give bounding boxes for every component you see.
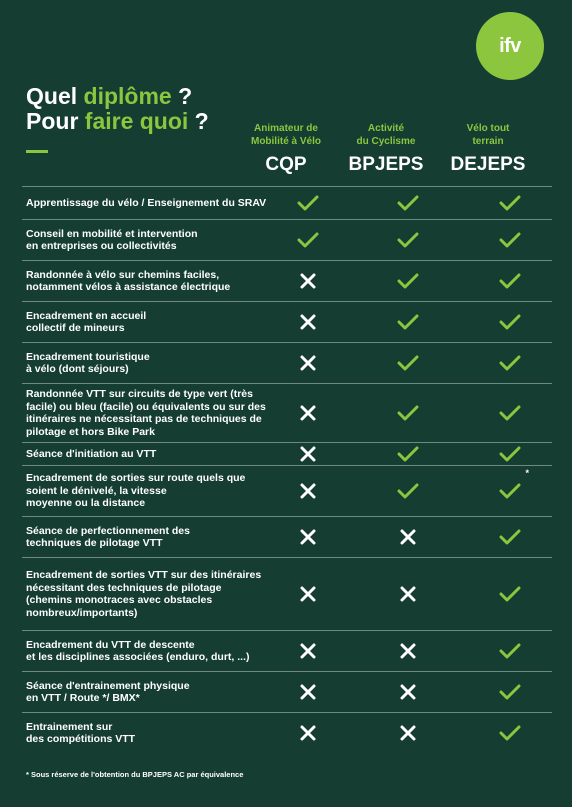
check-icon-dejeps xyxy=(495,713,525,753)
check-icon-cqp xyxy=(293,187,323,219)
table-row xyxy=(22,442,552,465)
title-line-1-highlight: diplôme xyxy=(83,83,172,109)
title-line-1-pre: Quel xyxy=(26,83,84,109)
row-label: Séance de perfectionnement des techniques de pilotage VTT xyxy=(26,524,190,549)
row-label: Entrainement sur des compétitions VTT xyxy=(26,720,136,745)
column-subtitle xyxy=(336,120,436,148)
asterisk-mark: * xyxy=(525,468,529,478)
column-header-dejeps xyxy=(438,120,538,176)
page-title xyxy=(26,84,209,134)
column-subtitle xyxy=(438,120,538,148)
column-subtitle xyxy=(236,120,336,148)
table-row xyxy=(22,186,552,219)
table-row xyxy=(22,671,552,712)
cross-icon-bpjeps xyxy=(393,672,423,712)
check-icon-dejeps xyxy=(495,220,525,260)
cross-icon-cqp xyxy=(293,466,323,516)
row-label: Randonnée à vélo sur chemins faciles, notamment vélos à assistance électrique xyxy=(26,268,231,293)
comparison-table xyxy=(22,186,552,753)
table-row xyxy=(22,557,552,630)
column-title: CQP xyxy=(265,154,307,175)
table-row xyxy=(22,260,552,301)
table-row xyxy=(22,630,552,671)
cross-icon-cqp xyxy=(293,343,323,383)
cross-icon-cqp xyxy=(293,302,323,342)
check-icon-bpjeps xyxy=(393,261,423,301)
check-icon-bpjeps xyxy=(393,384,423,442)
cross-icon-cqp xyxy=(293,558,323,630)
cross-icon-cqp xyxy=(293,713,323,753)
check-icon-dejeps xyxy=(495,672,525,712)
check-icon-bpjeps xyxy=(393,466,423,516)
check-icon-bpjeps xyxy=(393,302,423,342)
table-row xyxy=(22,383,552,442)
table-row xyxy=(22,301,552,342)
row-label: Séance d'entrainement physique en VTT / Route */ BMX* xyxy=(26,679,190,704)
column-header-cqp xyxy=(236,120,336,176)
cross-icon-cqp xyxy=(293,672,323,712)
ifv-logo xyxy=(476,12,544,80)
cross-icon-bpjeps xyxy=(393,517,423,557)
check-icon-bpjeps xyxy=(393,187,423,219)
title-line-2-post: ? xyxy=(188,108,209,134)
table-row xyxy=(22,342,552,383)
check-icon-dejeps xyxy=(495,343,525,383)
row-label: Encadrement de sorties VTT sur des itinéraires nécessitant des techniques de pilotage (chemins monotraces avec obstacles nombreux/importants) xyxy=(26,569,262,619)
check-icon-dejeps xyxy=(495,631,525,671)
cross-icon-cqp xyxy=(293,384,323,442)
check-icon-bpjeps xyxy=(393,343,423,383)
check-icon-dejeps xyxy=(495,466,529,516)
row-label: Encadrement en accueil collectif de mineurs xyxy=(26,309,147,334)
column-subtitle-text: Vélo tout terrain xyxy=(466,123,510,147)
title-line-1-post: ? xyxy=(171,83,193,109)
row-label: Encadrement du VTT de descente et les disciplines associées (enduro, durt, ...) xyxy=(26,638,250,663)
check-icon-dejeps xyxy=(495,261,525,301)
column-subtitle-text: Animateur de Mobilité à Vélo xyxy=(250,123,321,147)
table-row xyxy=(22,712,552,753)
title-line-2 xyxy=(26,109,209,134)
title-line-1 xyxy=(26,84,209,109)
column-title: DEJEPS xyxy=(450,154,526,175)
column-subtitle-text: Activité du Cyclisme xyxy=(356,123,416,147)
cross-icon-bpjeps xyxy=(393,713,423,753)
cross-icon-cqp xyxy=(293,261,323,301)
cross-icon-cqp xyxy=(293,631,323,671)
logo-text: ifv xyxy=(499,34,521,57)
title-line-2-highlight: faire quoi xyxy=(84,108,189,134)
table-row xyxy=(22,219,552,260)
check-icon-dejeps xyxy=(495,384,525,442)
row-label: Apprentissage du vélo / Enseignement du SRAV xyxy=(26,196,267,209)
footnote: * Sous réserve de l'obtention du BPJEPS AC par équivalence xyxy=(26,770,244,779)
column-header-bpjeps xyxy=(336,120,436,176)
row-label: Séance d'initiation au VTT xyxy=(26,447,157,460)
cross-icon-bpjeps xyxy=(393,631,423,671)
table-row xyxy=(22,465,552,516)
cross-icon-bpjeps xyxy=(393,558,423,630)
check-icon-dejeps xyxy=(495,187,525,219)
cross-icon-cqp xyxy=(293,517,323,557)
row-label: Encadrement touristique à vélo (dont séjours) xyxy=(26,350,150,375)
cross-icon-cqp xyxy=(293,443,323,465)
check-icon-dejeps xyxy=(495,302,525,342)
check-icon-dejeps xyxy=(495,517,525,557)
row-label: Encadrement de sorties sur route quels que soient le dénivelé, la vitesse moyenne ou la distance xyxy=(26,472,246,510)
column-title: BPJEPS xyxy=(348,154,424,175)
check-icon-dejeps xyxy=(495,443,525,465)
check-icon-bpjeps xyxy=(393,220,423,260)
table-row xyxy=(22,516,552,557)
check-icon-bpjeps xyxy=(393,443,423,465)
check-icon-cqp xyxy=(293,220,323,260)
check-icon-dejeps xyxy=(495,558,525,630)
row-label: Conseil en mobilité et intervention en entreprises ou collectivités xyxy=(26,227,198,252)
title-accent-bar xyxy=(26,150,48,153)
title-line-2-pre: Pour xyxy=(26,108,85,134)
row-label: Randonnée VTT sur circuits de type vert (très facile) ou bleu (facile) ou équivalents ou sur des itinéraires ne nécessitant pas de techniques de pilotage et hors Bike Park xyxy=(26,388,266,438)
